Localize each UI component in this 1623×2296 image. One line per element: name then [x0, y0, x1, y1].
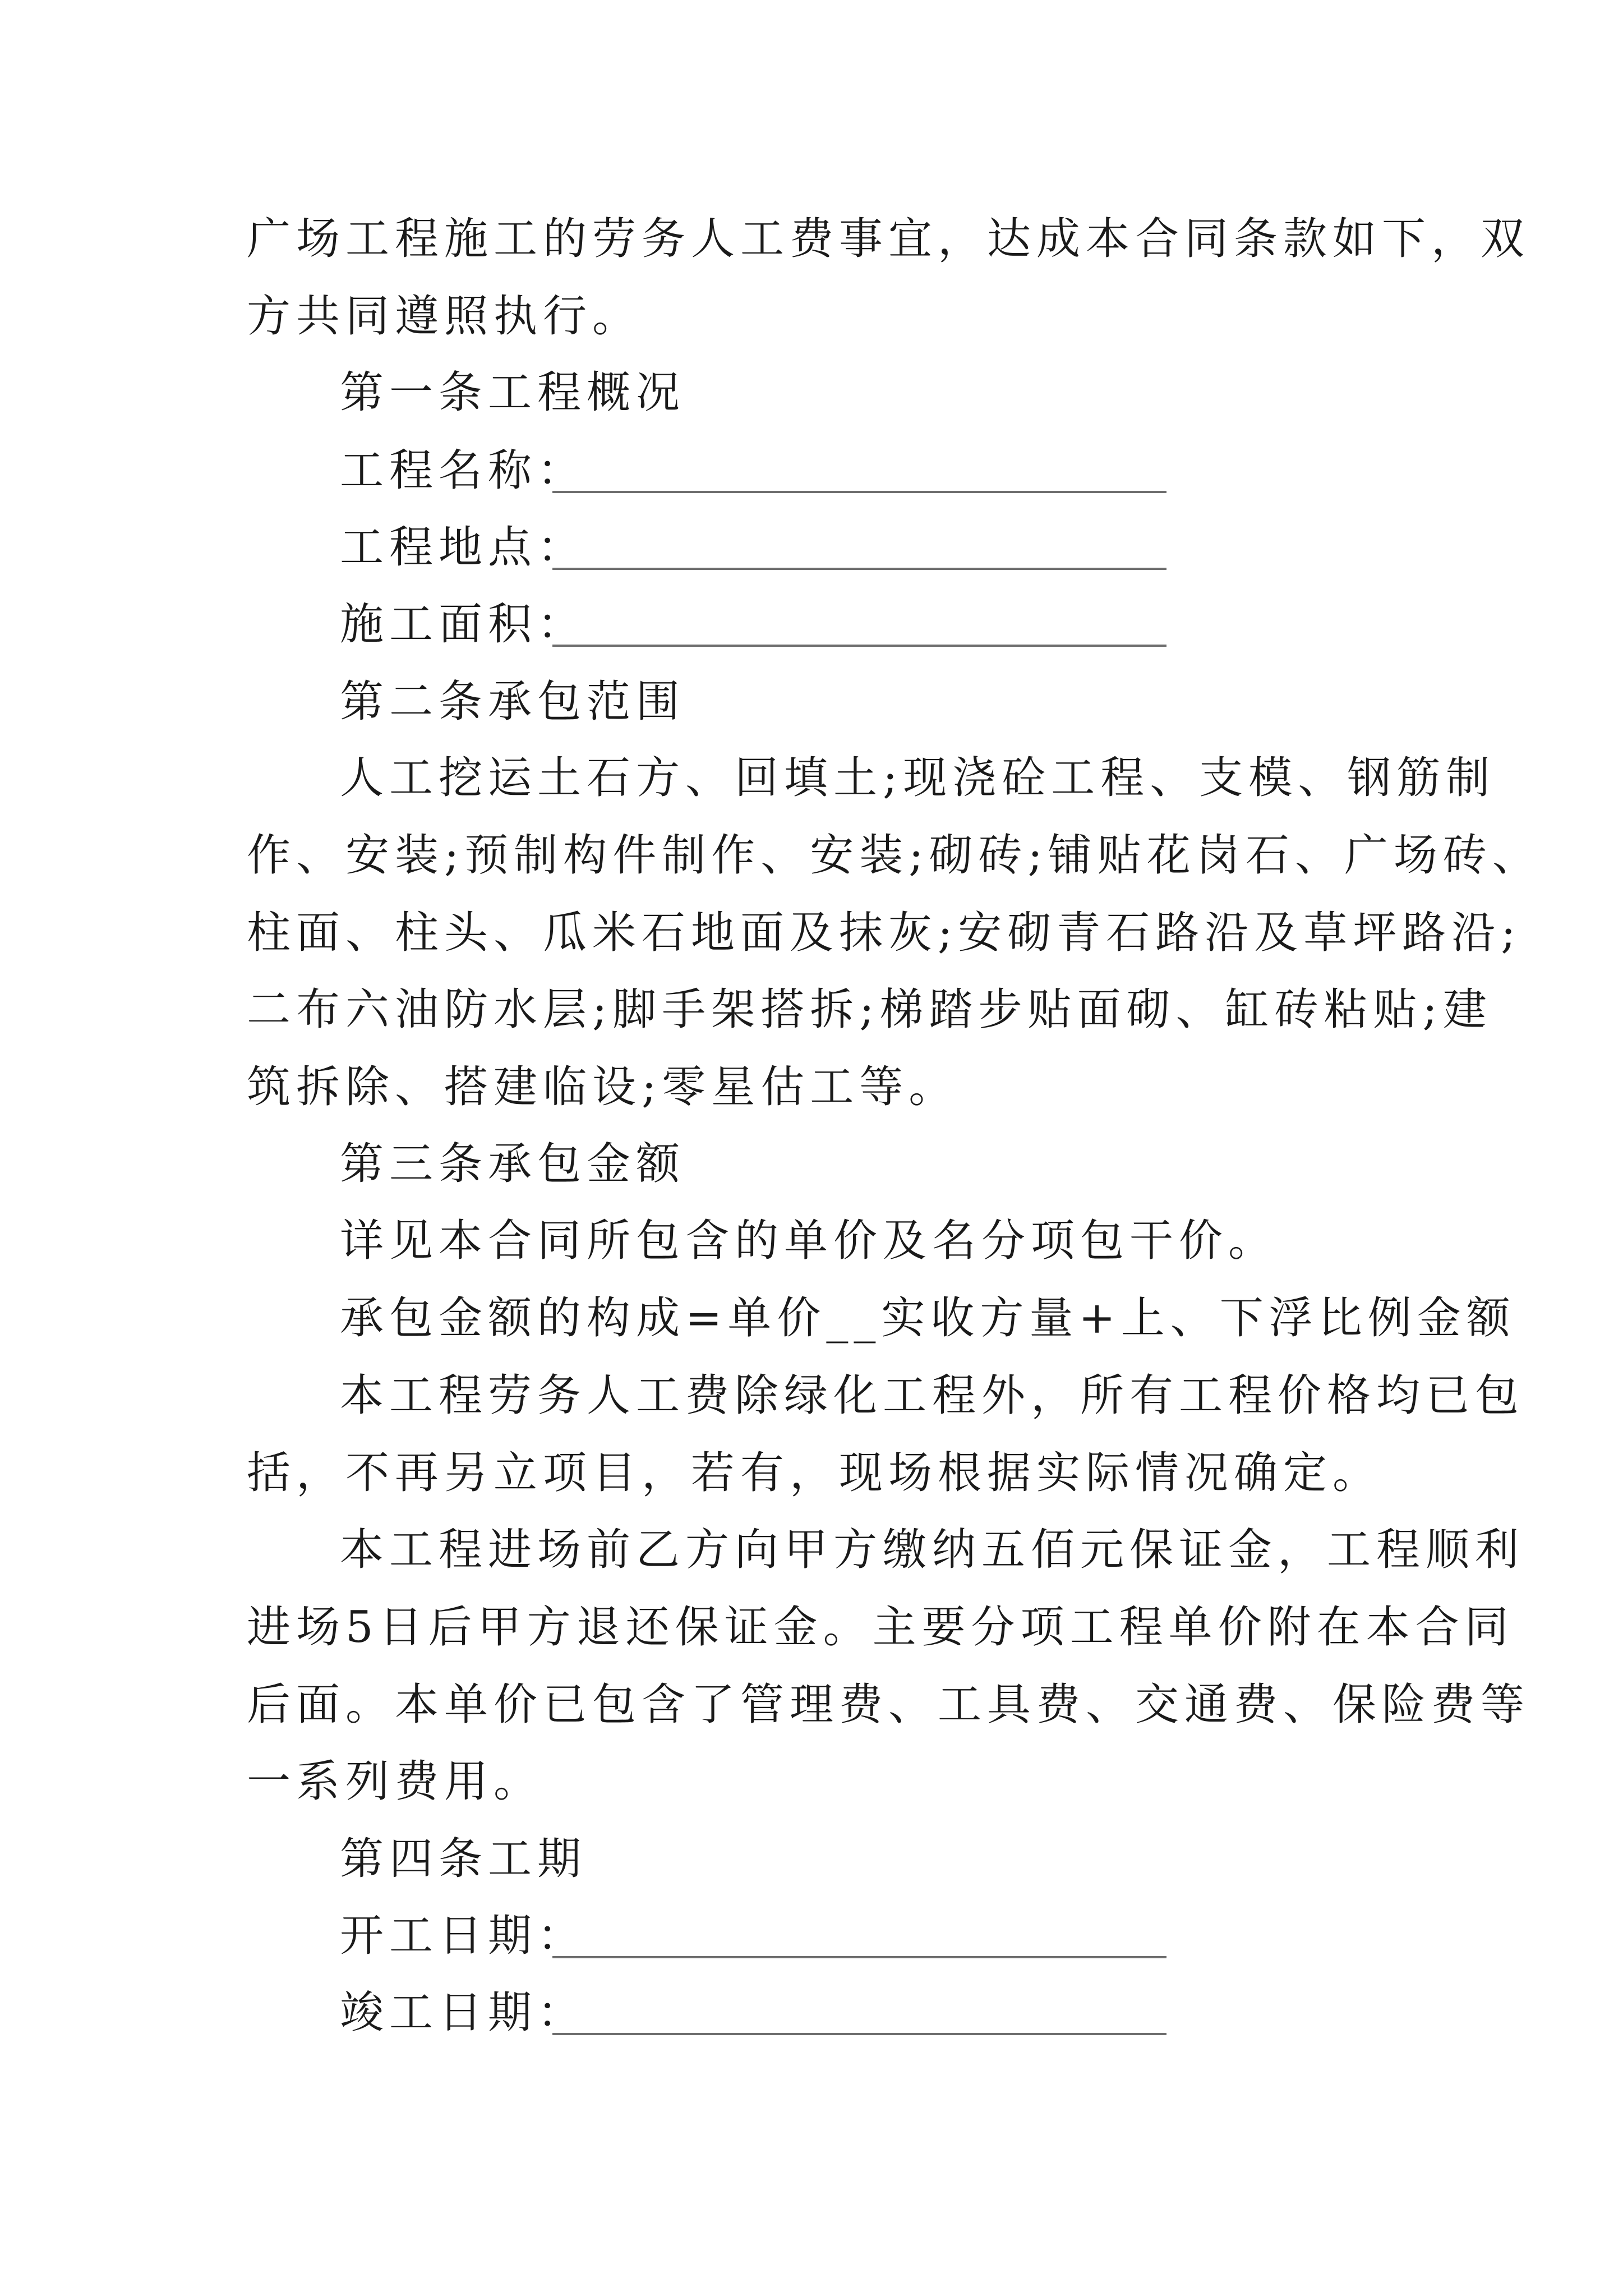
deposit-text-line-2: 进场5日后甲方退还保证金。主要分项工程单价附在本合同 — [247, 1602, 1514, 1653]
start-date-blank[interactable] — [552, 1956, 1166, 1958]
project-name-row — [0, 437, 1623, 504]
article-3-title: 第三条承包金额 — [340, 1139, 686, 1189]
scope-text-line-1: 人工挖运土石方、回填土;现浇砼工程、支模、钢筋制 — [340, 753, 1496, 803]
completion-date-row — [0, 1979, 1623, 2046]
paragraph-line — [0, 822, 1623, 889]
amount-text-detail: 详见本合同所包含的单价及名分项包干价。 — [340, 1216, 1278, 1266]
paragraph-line — [0, 1671, 1623, 1738]
article-4-heading — [0, 1825, 1623, 1893]
article-1-heading — [0, 359, 1623, 426]
scope-text-line-3: 柱面、柱头、瓜米石地面及抹灰;安砌青石路沿及草坪路沿; — [247, 908, 1521, 958]
construction-area-label: 施工面积： — [340, 599, 587, 650]
paragraph-line — [0, 1748, 1623, 1815]
project-name-blank[interactable] — [552, 491, 1166, 493]
amount-note-line-1: 本工程劳务人工费除绿化工程外，所有工程价格均已包 — [340, 1370, 1525, 1421]
deposit-text-line-1: 本工程进场前乙方向甲方缴纳五佰元保证金，工程顺利 — [340, 1525, 1525, 1575]
scope-text-line-2: 作、安装;预制构件制作、安装;砌砖;铺贴花岗石、广场砖、 — [247, 830, 1542, 881]
article-1-title: 第一条工程概况 — [340, 367, 686, 418]
intro-text-line-1: 广场工程施工的劳务人工费事宜，达成本合同条款如下，双 — [247, 214, 1530, 264]
deposit-text-line-3: 后面。本单价已包含了管理费、工具费、交通费、保险费等 — [247, 1680, 1530, 1730]
paragraph-line — [0, 283, 1623, 350]
paragraph-line — [0, 744, 1623, 812]
intro-text-line-2: 方共同遵照执行。 — [247, 291, 642, 342]
scope-text-line-5: 筑拆除、搭建临设;零星估工等。 — [247, 1062, 958, 1112]
scope-text-line-4: 二布六油防水层;脚手架搭拆;梯踏步贴面砌、缸砖粘贴;建 — [247, 984, 1492, 1035]
project-location-label: 工程地点： — [340, 522, 587, 573]
paragraph-line — [0, 1207, 1623, 1274]
amount-formula: 承包金额的构成=单价__实收方量+上、下浮比例金额 — [340, 1293, 1516, 1343]
project-location-row — [0, 514, 1623, 581]
construction-area-row — [0, 591, 1623, 658]
paragraph-line — [0, 205, 1623, 273]
completion-date-blank[interactable] — [552, 2033, 1166, 2035]
project-location-blank[interactable] — [552, 568, 1166, 570]
paragraph-line — [0, 1594, 1623, 1661]
amount-note-line-2: 括，不再另立项目，若有，现场根据实际情况确定。 — [247, 1448, 1382, 1498]
construction-area-blank[interactable] — [552, 645, 1166, 647]
paragraph-line — [0, 1053, 1623, 1121]
paragraph-line — [0, 1516, 1623, 1584]
article-3-heading — [0, 1130, 1623, 1198]
article-2-heading — [0, 668, 1623, 735]
paragraph-line — [0, 976, 1623, 1043]
completion-date-label: 竣工日期： — [340, 1987, 587, 2038]
article-2-title: 第二条承包范围 — [340, 677, 686, 727]
start-date-label: 开工日期： — [340, 1911, 587, 1961]
article-4-title: 第四条工期 — [340, 1834, 587, 1884]
project-name-label: 工程名称： — [340, 445, 587, 496]
paragraph-line — [0, 1285, 1623, 1352]
paragraph-line — [0, 1439, 1623, 1507]
paragraph-line — [0, 1362, 1623, 1429]
paragraph-line — [0, 899, 1623, 967]
deposit-text-line-4: 一系列费用。 — [247, 1756, 543, 1807]
start-date-row — [0, 1902, 1623, 1970]
